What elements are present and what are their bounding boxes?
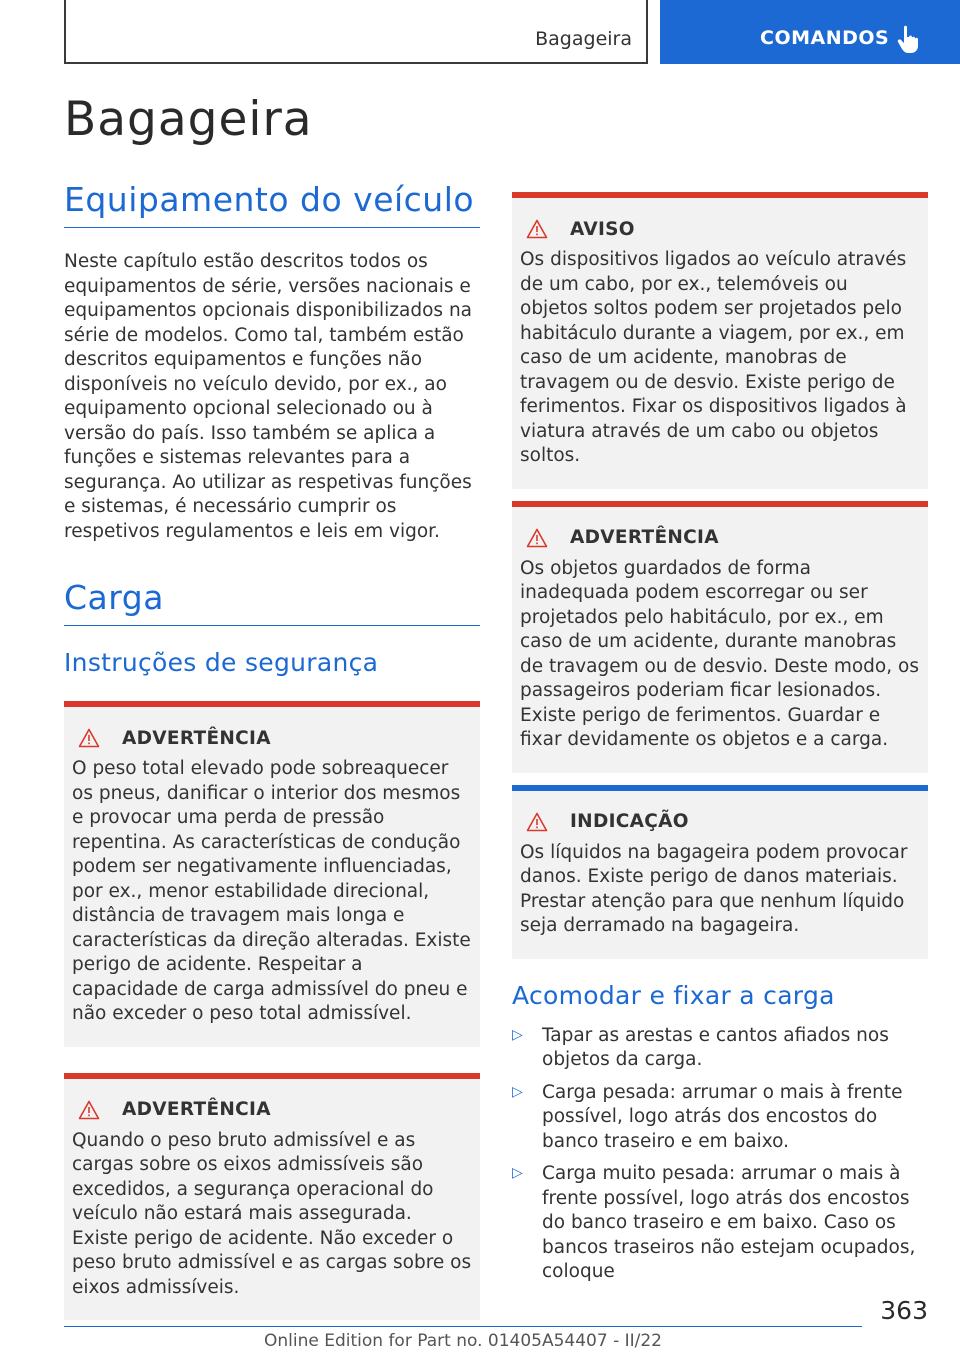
triangle-bullet-icon: ▷ xyxy=(512,1026,523,1043)
list-item xyxy=(512,1081,928,1155)
header-section-title: Bagageira xyxy=(535,28,632,50)
subheading-safety: Instruções de segurança xyxy=(64,648,379,677)
equipment-text: Neste capítulo estão descritos todos os equipamentos de série, versões nacionais e equipamentos opcionais disponibilizados na série de modelos. Como tal, também estão descritos equipamentos e funções não disponíveis no veículo devido, por ex., ao equipamento opcional selecionado ou à versão do país. Isso também se aplica a funções e sistemas relevantes para a segurança. Ao utilizar as respetivas funções e sistemas, é necessário cumprir os respetivos regulamentos e leis em vigor. xyxy=(64,251,473,542)
left-column xyxy=(64,180,480,1320)
footer-divider xyxy=(64,1326,862,1327)
list-item xyxy=(512,1024,928,1073)
warning-triangle-icon xyxy=(78,1100,100,1120)
list-item-text: Carga pesada: arrumar o mais à frente possível, logo atrás dos encostos do banco traseiro e em baixo. xyxy=(542,1081,903,1152)
notice-text: O peso total elevado pode sobreaquecer os pneus, danificar o interior dos mesmos e provocar uma perda de pressão repentina. As características de condução podem ser negativamente influenciadas, por ex., menor estabilidade direcional, distância de travagem mais longa e características da direção alteradas. Existe perigo de acidente. Respeitar a capacidade de carga admissível do pneu e não exceder o peso total admissível. xyxy=(72,758,471,1024)
notice-box xyxy=(64,701,480,1047)
page-number: 363 xyxy=(880,1296,928,1325)
notice-label: ADVERTÊNCIA xyxy=(570,527,719,548)
notice-box xyxy=(512,501,928,773)
notice-text: Os líquidos na bagageira podem provocar danos. Existe perigo de danos materiais. Prestar atenção para que nenhum líquido seja derramado na bagageira. xyxy=(520,841,908,936)
hand-pointer-icon xyxy=(896,24,922,54)
notice-label: ADVERTÊNCIA xyxy=(122,1099,271,1120)
notice-box xyxy=(64,1073,480,1321)
header-chapter-title: COMANDOS xyxy=(760,27,890,49)
notice-label: ADVERTÊNCIA xyxy=(122,727,271,749)
notice-header xyxy=(520,525,920,551)
page-title: Bagageira xyxy=(64,92,313,147)
notice-text: Os dispositivos ligados ao veículo através de um cabo, por ex., telemóveis ou objetos soltos podem ser projetados pelo habitáculo durante a viagem, por ex., em caso de um acidente, manobras de travagem ou de desvio. Existe perigo de ferimentos. Fixar os dispositivos ligados à viatura através de um cabo ou objetos soltos. xyxy=(520,249,907,466)
notice-text: Quando o peso bruto admissível e as cargas sobre os eixos admissíveis são excedidos, a segurança operacional do veículo não estará mais assegurada. Existe perigo de acidente. Não exceder o peso bruto admissível e as cargas sobre os eixos admissíveis. xyxy=(72,1129,472,1298)
triangle-bullet-icon: ▷ xyxy=(512,1165,523,1181)
footer-edition: Online Edition for Part no. 01405A54407 - II/22 xyxy=(263,1331,662,1351)
warning-triangle-icon xyxy=(526,812,548,832)
list-item-text: Tapar as arestas e cantos afiados nos objetos da carga. xyxy=(542,1024,889,1070)
warning-triangle-icon xyxy=(78,728,100,748)
notice-header xyxy=(72,1097,472,1123)
notice-text: Os objetos guardados de forma inadequada podem escorregar ou ser projetados pelo habitáculo, por ex., em caso de um acidente, durante manobras de travagem ou de desvio. Deste modo, os passageiros poderiam ficar lesionados. Existe perigo de ferimentos. Guardar e fixar devidamente os objetos e a carga. xyxy=(520,557,919,750)
notice-label: INDICAÇÃO xyxy=(570,811,689,832)
info-box xyxy=(512,785,928,959)
triangle-bullet-icon: ▷ xyxy=(512,1083,523,1100)
right-column xyxy=(512,192,928,1293)
stowing-list xyxy=(512,1024,928,1285)
subheading-stowing: Acomodar e fixar a carga xyxy=(512,980,835,1010)
notice-header xyxy=(520,809,920,835)
notice-label: AVISO xyxy=(570,218,635,240)
warning-triangle-icon xyxy=(526,219,548,239)
list-item-text: Carga muito pesada: arrumar o mais à frente possível, logo atrás dos encostos do banco traseiro e em baixo. Caso os bancos traseiros não estejam ocupados, coloque xyxy=(542,1163,916,1282)
notice-box xyxy=(512,192,928,489)
section-heading-equipment: Equipamento do veículo xyxy=(64,180,480,228)
header-section-tab xyxy=(64,0,648,64)
warning-triangle-icon xyxy=(526,528,548,548)
notice-header xyxy=(520,216,920,242)
section-heading-carga: Carga xyxy=(64,578,480,626)
header-chapter-tab xyxy=(660,0,960,64)
list-item xyxy=(512,1162,928,1285)
notice-header xyxy=(72,725,472,751)
